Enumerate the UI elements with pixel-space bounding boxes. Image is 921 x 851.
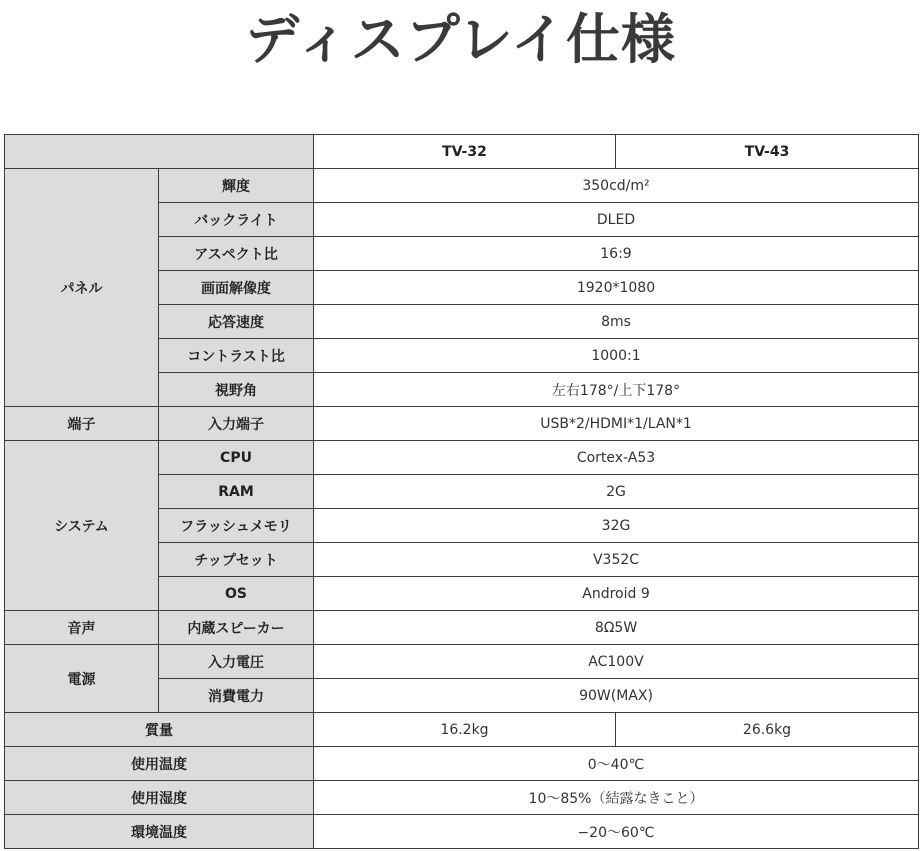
group-label-audio: 音声	[5, 611, 159, 645]
header-blank-cell	[5, 135, 314, 169]
spec-name: OS	[159, 577, 314, 611]
spec-value: V352C	[314, 543, 919, 577]
spec-value: 左右178°/上下178°	[314, 373, 919, 407]
spec-value: Cortex-A53	[314, 441, 919, 475]
spec-value: Android 9	[314, 577, 919, 611]
spec-value: 1000:1	[314, 339, 919, 373]
table-row	[5, 441, 919, 475]
spec-value: 90W(MAX)	[314, 679, 919, 713]
spec-name: 画面解像度	[159, 271, 314, 305]
spec-name: CPU	[159, 441, 314, 475]
spec-value: 8ms	[314, 305, 919, 339]
spec-value: 1920*1080	[314, 271, 919, 305]
spec-value: USB*2/HDMI*1/LAN*1	[314, 407, 919, 441]
spec-name: 質量	[5, 713, 314, 747]
spec-name: 内蔵スピーカー	[159, 611, 314, 645]
group-label-terminal: 端子	[5, 407, 159, 441]
spec-name: 環境温度	[5, 815, 314, 849]
spec-name: 視野角	[159, 373, 314, 407]
spec-name: 輝度	[159, 169, 314, 203]
table-row	[5, 713, 919, 747]
table-row	[5, 407, 919, 441]
spec-name: チップセット	[159, 543, 314, 577]
table-row	[5, 815, 919, 849]
group-label-power: 電源	[5, 645, 159, 713]
table-row	[5, 169, 919, 203]
spec-name: フラッシュメモリ	[159, 509, 314, 543]
page-title: ディスプレイ仕様	[245, 8, 676, 71]
spec-value-tv-43: 26.6kg	[616, 713, 919, 747]
table-row	[5, 611, 919, 645]
header-row	[5, 135, 919, 169]
spec-table	[4, 134, 919, 849]
spec-value: 10～85%（結露なきこと）	[314, 781, 919, 815]
spec-value: DLED	[314, 203, 919, 237]
spec-name: RAM	[159, 475, 314, 509]
spec-name: アスペクト比	[159, 237, 314, 271]
spec-value: −20～60℃	[314, 815, 919, 849]
spec-value: 32G	[314, 509, 919, 543]
spec-value: 350cd/m²	[314, 169, 919, 203]
spec-name: 使用湿度	[5, 781, 314, 815]
spec-name: 消費電力	[159, 679, 314, 713]
spec-value: 0～40℃	[314, 747, 919, 781]
spec-name: 使用温度	[5, 747, 314, 781]
spec-name: コントラスト比	[159, 339, 314, 373]
group-label-panel: パネル	[5, 169, 159, 407]
group-label-system: システム	[5, 441, 159, 611]
column-header-tv-32: TV-32	[314, 135, 616, 169]
spec-name: バックライト	[159, 203, 314, 237]
table-row	[5, 645, 919, 679]
spec-name: 入力電圧	[159, 645, 314, 679]
table-row	[5, 781, 919, 815]
spec-value-tv-32: 16.2kg	[314, 713, 616, 747]
spec-value: 8Ω5W	[314, 611, 919, 645]
spec-value: 16:9	[314, 237, 919, 271]
column-header-tv-43: TV-43	[616, 135, 919, 169]
spec-value: 2G	[314, 475, 919, 509]
spec-name: 入力端子	[159, 407, 314, 441]
spec-name: 応答速度	[159, 305, 314, 339]
spec-value: AC100V	[314, 645, 919, 679]
table-row	[5, 747, 919, 781]
